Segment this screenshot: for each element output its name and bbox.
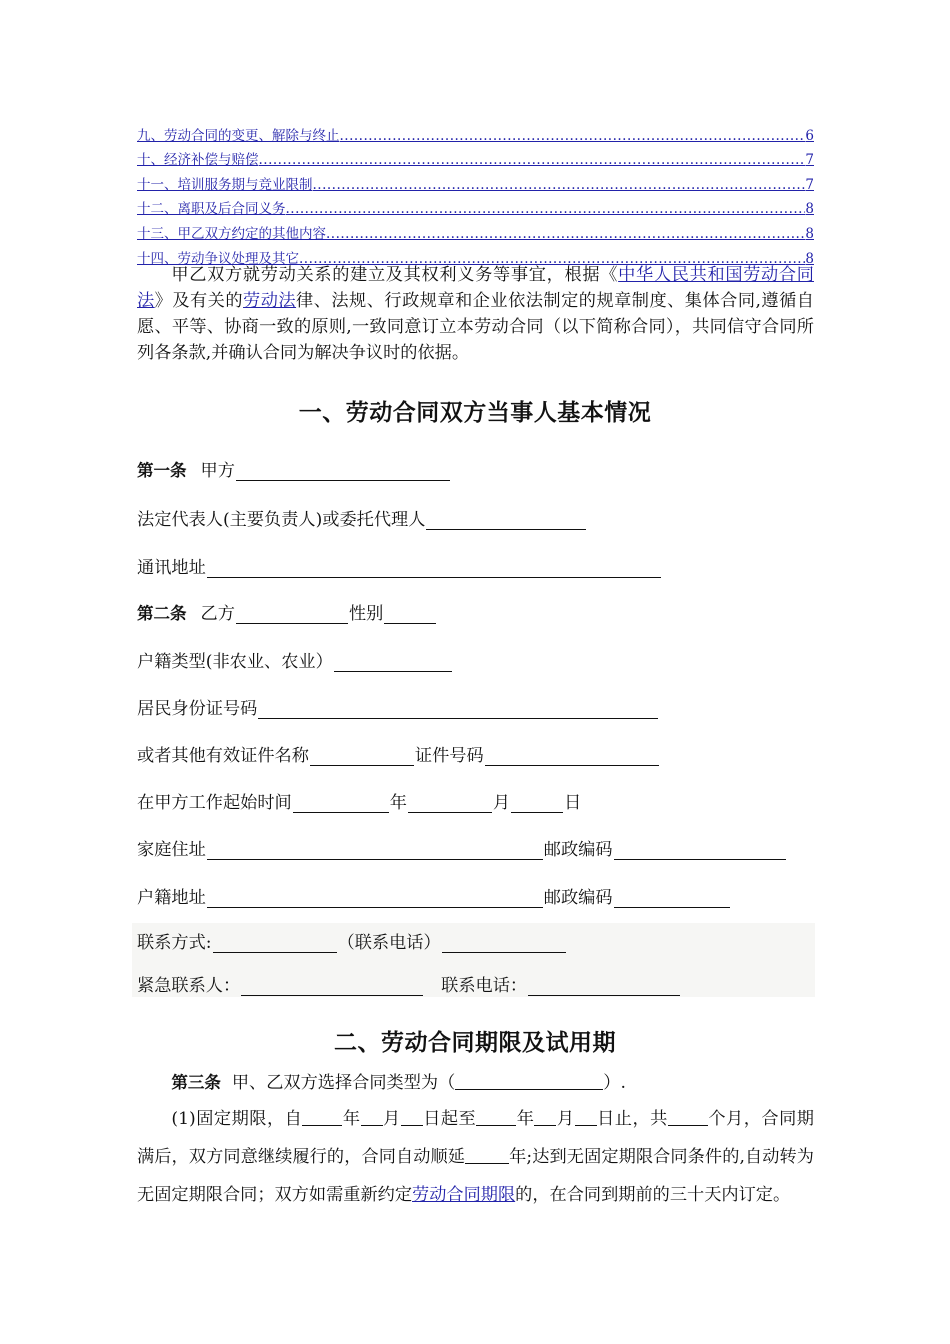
legal-rep-field[interactable] [426,511,586,530]
from-year-field[interactable] [302,1109,342,1126]
party-b-field[interactable] [236,605,348,624]
labor-law-link[interactable]: 劳动法 [243,291,297,311]
emergency-contact-field[interactable] [241,977,423,996]
toc-link[interactable]: 九、劳动合同的变更、解除与终止 ..... 6 [137,119,814,144]
toc-link[interactable]: 十、经济补偿与赔偿 ..... 7 [137,144,814,169]
article-label: 第一条 [137,461,187,480]
to-year-field[interactable] [476,1109,516,1126]
toc-link[interactable]: 十一、培训服务期与竞业限制 ..... 7 [137,168,814,193]
home-postal-field[interactable] [614,841,786,860]
emergency-line: 紧急联系人： 联系电话： [137,971,681,996]
gender-field[interactable] [384,605,436,624]
other-cert-line: 或者其他有效证件名称 证件号码 [137,741,660,766]
toc-link[interactable]: 十四、劳动争议处理及其它 ..... 8 [137,242,814,267]
hukou-address-line: 户籍地址 邮政编码 [137,883,731,908]
article-3-paragraph: 第三条 甲、乙双方选择合同类型为（ ）. [171,1073,626,1093]
start-time-line: 在甲方工作起始时间 年 月 日 [137,793,582,813]
start-day-field[interactable] [511,794,563,813]
from-day-field[interactable] [401,1109,423,1126]
id-number-field[interactable] [258,700,658,719]
article-label: 第二条 [137,604,187,623]
labor-contract-law-link[interactable]: 中华人民共和国劳动合同法 [137,265,814,311]
address-line: 通讯地址 [137,553,662,578]
hukou-address-field[interactable] [207,889,543,908]
id-number-line: 居民身份证号码 [137,694,659,719]
article-2-line: 第二条 乙方 性别 [137,599,437,624]
home-address-line: 家庭住址 邮政编码 [137,835,787,860]
cert-name-field[interactable] [310,747,414,766]
hukou-postal-field[interactable] [614,889,730,908]
contact-phone-field[interactable] [442,934,566,953]
emergency-phone-field[interactable] [528,977,680,996]
section-heading: 一、劳动合同双方当事人基本情况 [298,400,652,426]
section-heading: 二、劳动合同期限及试用期 [334,1030,616,1056]
home-address-field[interactable] [207,841,543,860]
start-year-field[interactable] [293,794,389,813]
fixed-term-paragraph: (1)固定期限，自 年 月 日起至 年 月 日止，共 个月，合同期满后，双方同意继续履行的，合同自动顺延 年;达到无固定期限合同条件的,自动转为无固定期限合同；双方如需重新约定劳动合同期限的，在合同到期前的三十天内订定。 [137,1109,814,1205]
contract-type-field[interactable] [455,1073,603,1090]
address-field[interactable] [207,559,661,578]
table-of-contents [137,119,814,267]
intro-paragraph: 甲乙双方就劳动关系的建立及其权利义务等事宜，根据《中华人民共和国劳动合同法》及有关的劳动法律、法规、行政规章和企业依法制定的规章制度、集体合同,遵循自愿、平等、协商一致的原则,一致同意订立本劳动合同（以下简称合同），共同信守合同所列各条款,并确认合同为解决争议时的依据。 [137,265,814,363]
toc-link[interactable]: 十三、甲乙双方约定的其他内容 ..... 8 [137,217,814,242]
toc-link[interactable]: 十二、离职及后合同义务 ..... 8 [137,193,814,218]
article-label: 第三条 [171,1073,221,1092]
to-month-field[interactable] [534,1109,556,1126]
to-day-field[interactable] [575,1109,597,1126]
hukou-type-line: 户籍类型(非农业、农业） [137,647,453,672]
contact-field[interactable] [213,934,337,953]
months-total-field[interactable] [668,1109,708,1126]
article-1-line: 第一条 甲方 [137,456,451,481]
renew-years-field[interactable] [465,1147,509,1164]
start-month-field[interactable] [408,794,492,813]
from-month-field[interactable] [361,1109,383,1126]
contract-term-link[interactable]: 劳动合同期限 [412,1185,516,1205]
cert-number-field[interactable] [485,747,659,766]
legal-rep-line: 法定代表人(主要负责人)或委托代理人 [137,505,587,530]
contact-line: 联系方式: （联系电话） [137,928,567,953]
party-a-field[interactable] [236,462,450,481]
hukou-type-field[interactable] [334,653,452,672]
